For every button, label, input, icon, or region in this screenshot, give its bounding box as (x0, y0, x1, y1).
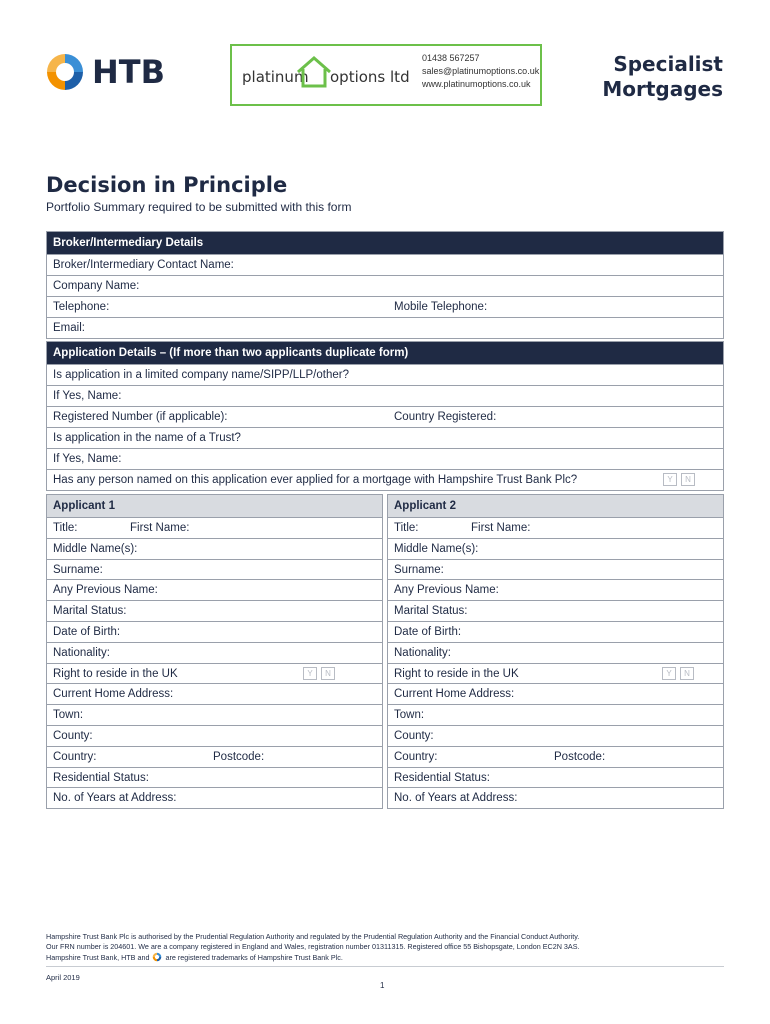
dob-label: Date of Birth: (53, 625, 121, 638)
county-label: County: (394, 729, 434, 742)
home-address-label: Current Home Address: (53, 688, 174, 701)
page-number: 1 (380, 981, 385, 990)
footer-line-3a: Hampshire Trust Bank, HTB and (46, 953, 150, 962)
county-field[interactable] (47, 725, 382, 746)
previous-application-row (47, 469, 723, 490)
middle-names-label: Middle Name(s): (53, 542, 138, 555)
broker-contact-name-label: Broker/Intermediary Contact Name: (53, 259, 234, 271)
surname-label: Surname: (394, 563, 444, 576)
footer-line-3b: are registered trademarks of Hampshire Trust Bank Plc. (165, 953, 343, 962)
previous-application-yn (663, 473, 695, 486)
years-at-address-field[interactable] (47, 787, 382, 808)
county-field[interactable] (388, 725, 723, 746)
applicant-1-section (46, 494, 383, 809)
right-to-reside-row (388, 663, 723, 684)
yes-checkbox[interactable]: Y (663, 473, 677, 486)
home-address-label: Current Home Address: (394, 688, 515, 701)
postcode-label: Postcode: (213, 750, 265, 763)
htb-logo-text: HTB (92, 53, 165, 91)
previous-name-label: Any Previous Name: (394, 584, 499, 597)
previous-name-field[interactable] (47, 579, 382, 600)
footer-line-3 (46, 952, 726, 963)
marital-status-label: Marital Status: (394, 605, 468, 618)
specialist-line2: Mortgages (602, 77, 723, 101)
company-name-field[interactable] (47, 275, 723, 296)
title-label: Title: (394, 522, 419, 534)
page-title: Decision in Principle (46, 173, 288, 197)
footer-divider (46, 966, 724, 967)
marital-status-label: Marital Status: (53, 605, 127, 618)
title-label: Title: (53, 522, 78, 534)
yes-checkbox[interactable]: Y (303, 667, 317, 680)
years-at-address-label: No. of Years at Address: (53, 792, 177, 805)
footer-date: April 2019 (46, 973, 80, 982)
no-checkbox[interactable]: N (321, 667, 335, 680)
applicant-1-heading: Applicant 1 (47, 495, 382, 517)
telephone-label: Telephone: (53, 301, 110, 313)
nationality-label: Nationality: (394, 646, 451, 659)
dob-field[interactable] (388, 621, 723, 642)
right-to-reside-row (47, 663, 382, 684)
platinum-name: platinum (242, 68, 309, 86)
residential-status-label: Residential Status: (53, 771, 149, 784)
trust-label: Is application in the name of a Trust? (53, 432, 241, 444)
title-row[interactable] (47, 517, 382, 538)
previous-application-label: Has any person named on this application ever applied for a mortgage with Hampshire Trust Bank Plc? (53, 474, 578, 486)
years-at-address-label: No. of Years at Address: (394, 792, 518, 805)
house-icon (294, 54, 334, 90)
right-to-reside-yn (662, 667, 694, 680)
htb-swirl-icon (151, 952, 163, 962)
dob-field[interactable] (47, 621, 382, 642)
title-row[interactable] (388, 517, 723, 538)
middle-names-field[interactable] (388, 538, 723, 559)
footer-line-1: Hampshire Trust Bank Plc is authorised by the Prudential Regulation Authority and regulated by the Prudential Regulation Authority and the Financial Conduct Authority. (46, 932, 580, 941)
town-label: Town: (53, 709, 84, 722)
broker-section-heading: Broker/Intermediary Details (47, 232, 723, 254)
platinum-email: sales@platinumoptions.co.uk (422, 66, 540, 76)
application-section-heading: Application Details – (If more than two applicants duplicate form) (47, 342, 723, 364)
telephone-row[interactable] (47, 296, 723, 317)
residential-status-field[interactable] (47, 767, 382, 788)
platinum-contact (422, 52, 539, 91)
country-label: Country: (394, 750, 438, 763)
surname-field[interactable] (388, 559, 723, 580)
applicant-2-section (387, 494, 724, 809)
country-label: Country: (53, 750, 97, 763)
platinum-options-logo-box (230, 44, 542, 106)
yes-checkbox[interactable]: Y (662, 667, 676, 680)
platinum-website: www.platinumoptions.co.uk (422, 79, 531, 89)
email-label: Email: (53, 322, 85, 334)
no-checkbox[interactable]: N (680, 667, 694, 680)
limited-company-label: Is application in a limited company name/SIPP/LLP/other? (53, 369, 349, 381)
specialist-line1: Specialist (613, 52, 723, 76)
country-registered-label: Country Registered: (394, 411, 497, 423)
htb-logo (44, 50, 184, 94)
postcode-label: Postcode: (554, 750, 606, 763)
years-at-address-field[interactable] (388, 787, 723, 808)
country-row[interactable] (388, 746, 723, 767)
footer-line-2: Our FRN number is 204601. We are a company registered in England and Wales, registration number 01311315. Registered office 55 Bishopsgate, London EC2N 3AS. (46, 942, 580, 951)
first-name-label: First Name: (130, 522, 190, 534)
residential-status-label: Residential Status: (394, 771, 490, 784)
nationality-label: Nationality: (53, 646, 110, 659)
no-checkbox[interactable]: N (681, 473, 695, 486)
county-label: County: (53, 729, 93, 742)
company-name-if-yes-field[interactable] (47, 385, 723, 406)
mobile-telephone-label: Mobile Telephone: (394, 301, 488, 313)
marital-status-field[interactable] (47, 600, 382, 621)
home-address-field[interactable] (47, 683, 382, 704)
if-yes-name-label: If Yes, Name: (53, 453, 122, 465)
page-subtitle: Portfolio Summary required to be submitted with this form (46, 200, 352, 214)
right-to-reside-yn (303, 667, 335, 680)
if-yes-name-label: If Yes, Name: (53, 390, 122, 402)
specialist-mortgages-heading (602, 52, 723, 102)
application-details-section (46, 341, 724, 491)
trust-name-if-yes-field[interactable] (47, 448, 723, 469)
home-address-field[interactable] (388, 683, 723, 704)
trust-field[interactable] (47, 427, 723, 448)
legal-footer (46, 932, 726, 963)
surname-field[interactable] (47, 559, 382, 580)
surname-label: Surname: (53, 563, 103, 576)
country-row[interactable] (47, 746, 382, 767)
nationality-field[interactable] (388, 642, 723, 663)
dob-label: Date of Birth: (394, 625, 462, 638)
registered-number-label: Registered Number (if applicable): (53, 411, 228, 423)
town-field[interactable] (47, 704, 382, 725)
middle-names-field[interactable] (47, 538, 382, 559)
previous-name-label: Any Previous Name: (53, 584, 158, 597)
marital-status-field[interactable] (388, 600, 723, 621)
previous-name-field[interactable] (388, 579, 723, 600)
company-name-label: Company Name: (53, 280, 140, 292)
nationality-field[interactable] (47, 642, 382, 663)
broker-details-section (46, 231, 724, 339)
right-to-reside-label: Right to reside in the UK (53, 667, 178, 680)
htb-swirl-icon (44, 51, 86, 93)
middle-names-label: Middle Name(s): (394, 542, 479, 555)
applicant-2-heading: Applicant 2 (388, 495, 723, 517)
limited-company-field[interactable] (47, 364, 723, 385)
town-label: Town: (394, 709, 425, 722)
residential-status-field[interactable] (388, 767, 723, 788)
first-name-label: First Name: (471, 522, 531, 534)
header (0, 0, 770, 130)
registered-number-row[interactable] (47, 406, 723, 427)
platinum-options-name: options ltd (330, 68, 410, 86)
platinum-phone: 01438 567257 (422, 53, 480, 63)
broker-contact-name-field[interactable] (47, 254, 723, 275)
town-field[interactable] (388, 704, 723, 725)
email-field[interactable] (47, 317, 723, 338)
right-to-reside-label: Right to reside in the UK (394, 667, 519, 680)
